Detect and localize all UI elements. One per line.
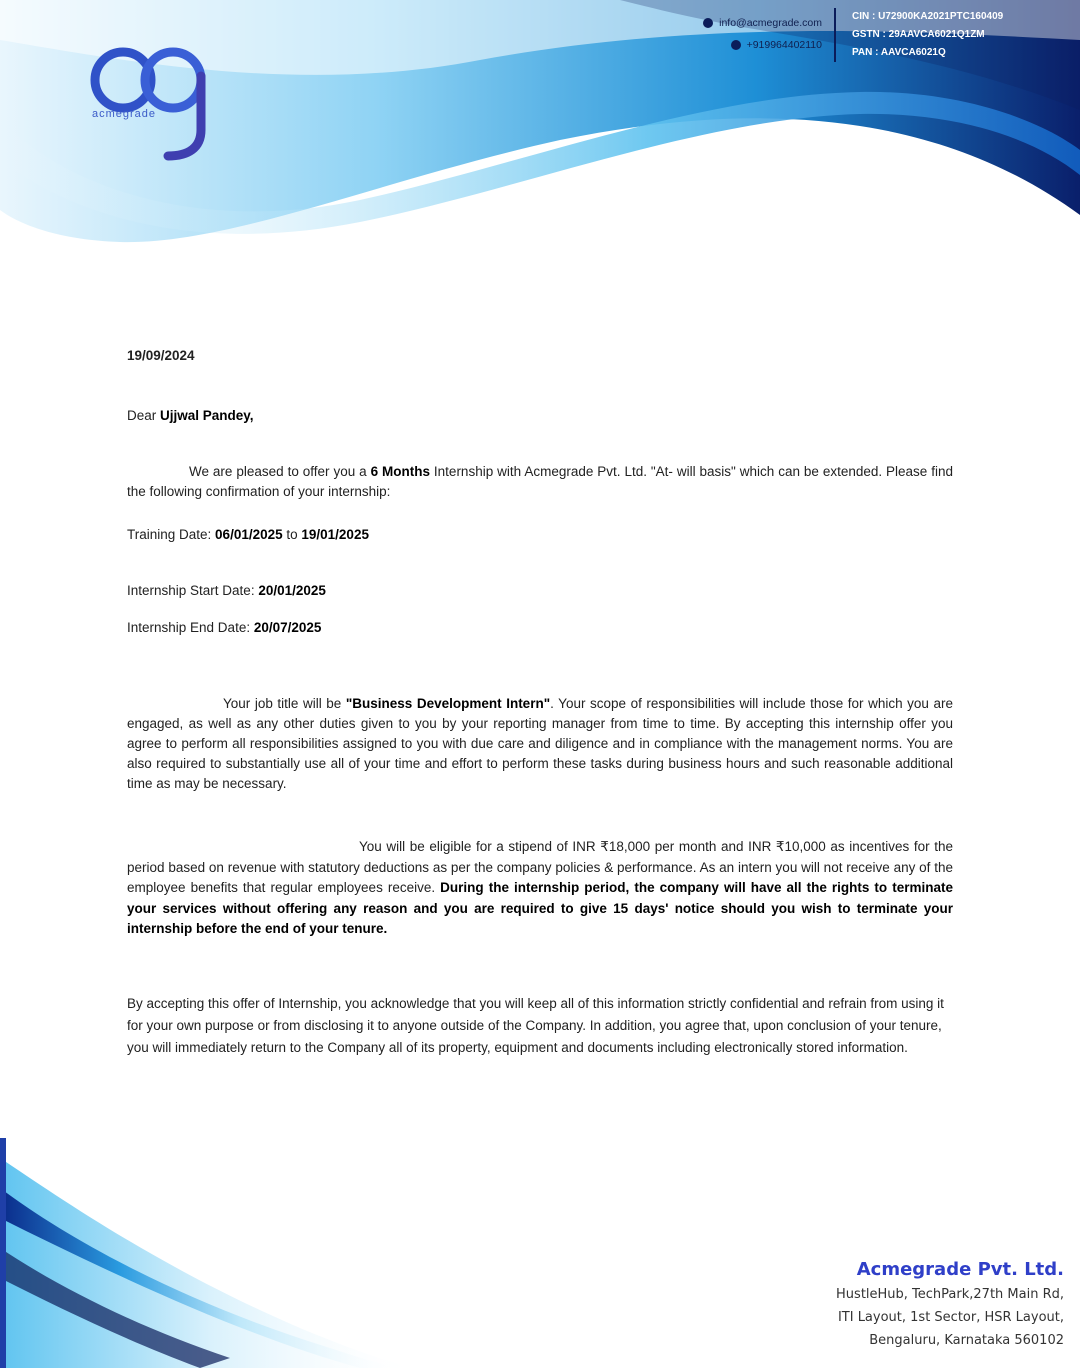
salutation [127,408,953,423]
email-text: info@acmegrade.com [719,17,822,29]
internship-duration: 6 Months [370,464,430,479]
header-divider [834,8,836,62]
start-date: 20/01/2025 [258,583,326,598]
job-text-b: . Your scope of responsibilities will include those for which you are engaged, as well as any other duties given to you by your reporting manager from time to time. By accepting this internship offer you agree to perform all responsibilities assigned to you with due care and diligence and in compliance with the management norms. You are also required to substantially use all of your time and effort to perform these tasks during business hours and such reasonable additional time as may be necessary. [127,696,953,791]
confidentiality-paragraph: By accepting this offer of Internship, you acknowledge that you will keep all of this information strictly confidential and refrain from using it for your own purpose or from disclosing it to anyone outside of the Company. In addition, you agree that, upon conclusion of your tenure, you will immediately return to the Company all of its property, equipment and documents including electronically stored information. [127,996,944,1055]
stipend-paragraph [127,837,953,940]
training-end-date: 19/01/2025 [301,527,369,542]
end-label: Internship End Date: [127,620,254,635]
salutation-prefix: Dear [127,408,161,423]
internship-start [127,583,953,598]
end-date: 20/07/2025 [253,620,322,635]
internship-end [127,620,953,635]
pan-text: PAN : AAVCA6021Q [852,47,946,58]
stipend-text: You will be eligible for a stipend of INR ₹18,000 per month and INR ₹10,000 as incentives for the period based on revenue with statutory deductions as per the company policies & performance. As an intern you will not receive any of the employee benefits that regular employees receive. [127,839,953,895]
address-line-3: Bengaluru, Karnataka 560102 [869,1333,1064,1348]
offer-text-b: Internship with Acmegrade Pvt. Ltd. "At- will basis" which can be extended. Please find the following confirmation of your internship: [127,464,954,499]
gstin-text: GSTN : 29AAVCA6021Q1ZM [852,29,985,40]
phone-row [703,34,822,56]
offer-paragraph [127,462,953,502]
job-text-a: Your job title will be [223,696,346,711]
logo-wordmark: acmegrade [92,108,157,120]
termination-clause: During the internship period, the company will have all the rights to terminate your services without offering any reason and you are required to give 15 days' notice should you wish to terminate your internship before the end of your tenure. [127,880,953,936]
company-ids [852,8,1003,62]
training-to: to [282,527,302,542]
address-line-2: ITI Layout, 1st Sector, HSR Layout, [837,1310,1064,1325]
training-dates [127,527,953,542]
email-row [703,12,822,34]
job-title: "Business Development Intern" [345,696,551,711]
job-title-paragraph [127,694,953,794]
phone-icon [731,40,741,50]
letter-date: 19/09/2024 [127,348,195,363]
phone-text: +919964402110 [746,39,822,51]
contact-info [703,12,822,56]
training-start-date: 06/01/2025 [215,527,283,542]
address-line-1: HustleHub, TechPark,27th Main Rd, [836,1287,1064,1302]
footer-address [836,1257,1064,1352]
cin-text: CIN : U72900KA2021PTC160409 [852,11,1004,22]
recipient-name: Ujjwal Pandey, [160,408,254,423]
acmegrade-logo [88,38,218,163]
email-icon [703,18,713,28]
training-label: Training Date: [127,527,216,542]
company-name: Acmegrade Pvt. Ltd. [856,1259,1064,1280]
start-label: Internship Start Date: [127,583,259,598]
offer-text-a: We are pleased to offer you a [189,464,371,479]
